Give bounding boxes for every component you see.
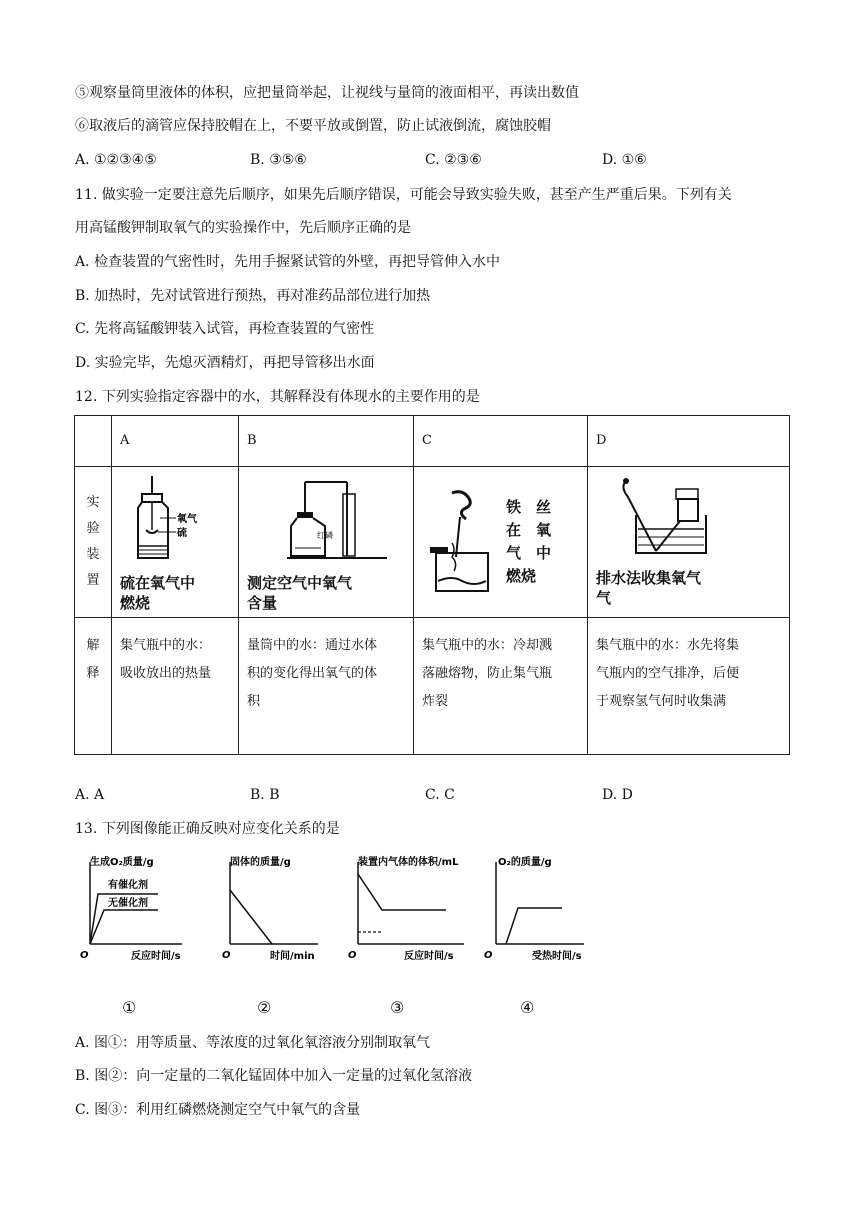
caption-d: 排水法收集氧气 气 — [596, 568, 702, 607]
q12-header-c: C — [414, 416, 588, 467]
q12-apparatus-c — [414, 467, 588, 618]
graph-3-number: ③ — [390, 998, 405, 1017]
q12-header-b: B — [239, 416, 414, 467]
graph-3-xlabel: 反应时间/s — [404, 951, 454, 962]
q12-apparatus-row — [75, 467, 790, 618]
graph-1 — [78, 852, 196, 964]
sulfur-burning-figure — [120, 472, 230, 562]
graph-3-ylabel: 装置内气体的体积/mL — [358, 857, 459, 868]
graph-2 — [222, 852, 328, 964]
q13-stem: 13. 下列图像能正确反映对应变化关系的是 — [75, 821, 340, 837]
q13-option-a: A. 图①：用等质量、等浓度的过氧化氧溶液分别制取氧气 — [75, 1035, 431, 1051]
caption-b: 测定空气中氧气 含量 — [247, 573, 353, 612]
q12-row-label-explanation: 解 释 — [75, 618, 112, 755]
q13-option-b: B. 图②：向一定量的二氧化锰固体中加入一定量的过氧化氢溶液 — [75, 1068, 473, 1084]
label-oxygen: 氧气 — [177, 513, 197, 525]
graph-3 — [348, 852, 472, 964]
q12-corner-cell — [75, 416, 112, 467]
graph-4-origin: O — [484, 950, 493, 961]
q11-stem-line-1: 11. 做实验一定要注意先后顺序，如果先后顺序错误，可能会导致实验失败，甚至产生严重后果。下列有关 — [75, 187, 732, 203]
graph-1-series-1: 有催化剂 — [108, 880, 148, 891]
q10-option-a: A. ①②③④⑤ — [75, 152, 157, 168]
q12-table — [74, 415, 790, 755]
q10-option-b: B. ③⑤⑥ — [250, 152, 307, 168]
q12-option-a: A. A — [75, 787, 105, 803]
iron-wire-burning-figure — [422, 487, 502, 597]
q12-explanation-d: 集气瓶中的水：水先将集 气瓶内的空气排净，后便 于观察氢气何时收集满 — [588, 618, 790, 755]
graph-4 — [484, 852, 590, 964]
q10-item-6: ⑥取液后的滴管应保持胶帽在上，不要平放或倒置，防止试液倒流，腐蚀胶帽 — [75, 118, 551, 134]
q11-option-c: C. 先将高锰酸钾装入试管，再检查装置的气密性 — [75, 321, 375, 337]
q12-explanation-row — [75, 618, 790, 755]
caption-a: 硫在氧气中 燃烧 — [120, 573, 196, 612]
q11-stem-line-2: 用高锰酸钾制取氧气的实验操作中，先后顺序正确的是 — [75, 220, 411, 236]
q12-header-row — [75, 416, 790, 467]
oxygen-content-figure — [247, 472, 397, 562]
graph-2-xlabel: 时间/min — [270, 951, 315, 962]
q12-stem: 12. 下列实验指定容器中的水，其解释没有体现水的主要作用的是 — [75, 389, 480, 405]
q12-apparatus-a — [112, 467, 239, 618]
q11-option-d: D. 实验完毕，先熄灭酒精灯，再把导管移出水面 — [75, 355, 375, 371]
q12-apparatus-b — [239, 467, 414, 618]
graph-4-line — [506, 908, 562, 944]
label-red-phosphorus: 红磷 — [317, 530, 333, 540]
graph-3-origin: O — [348, 950, 357, 961]
q12-option-b: B. B — [250, 787, 280, 803]
q12-explanation-c: 集气瓶中的水：冷却溅 落融熔物，防止集气瓶 炸裂 — [414, 618, 588, 755]
q12-row-label-apparatus: 实 验 装 置 — [75, 467, 112, 618]
graph-1-number: ① — [122, 998, 137, 1017]
graph-2-ylabel: 固体的质量/g — [230, 857, 291, 868]
graph-3-line — [358, 874, 446, 910]
q11-option-a: A. 检查装置的气密性时，先用手握紧试管的外壁，再把导管伸入水中 — [75, 254, 501, 270]
q12-option-c: C. C — [425, 787, 455, 803]
graph-1-series-2: 无催化剂 — [108, 898, 148, 909]
graph-2-number: ② — [257, 998, 272, 1017]
caption-c: 铁 丝 在 氧 气 中 燃烧 — [506, 498, 552, 585]
graph-4-number: ④ — [520, 998, 535, 1017]
q12-apparatus-d — [588, 467, 790, 618]
q12-header-a: A — [112, 416, 239, 467]
graph-1-line-no-catalyst — [90, 910, 158, 944]
graph-1-origin: O — [80, 950, 89, 961]
graph-2-origin: O — [222, 950, 231, 961]
q11-option-b: B. 加热时，先对试管进行预热，再对准药品部位进行加热 — [75, 288, 431, 304]
q12-explanation-a: 集气瓶中的水： 吸收放出的热量 — [112, 618, 239, 755]
graph-1-ylabel: 生成O₂质量/g — [90, 857, 154, 868]
graph-4-xlabel: 受热时间/s — [532, 951, 582, 962]
graph-1-xlabel: 反应时间/s — [131, 951, 181, 962]
graph-2-line — [230, 890, 272, 944]
q10-item-5: ⑤观察量筒里液体的体积，应把量筒举起，让视线与量筒的液面相平，再读出数值 — [75, 85, 579, 101]
q12-explanation-b: 量筒中的水：通过水体 积的变化得出氧气的体 积 — [239, 618, 414, 755]
q12-header-d: D — [588, 416, 790, 467]
water-displacement-figure — [596, 477, 766, 557]
q10-option-d: D. ①⑥ — [602, 152, 647, 168]
q10-option-c: C. ②③⑥ — [425, 152, 482, 168]
q12-option-d: D. D — [602, 787, 633, 803]
graph-4-ylabel: O₂的质量/g — [498, 857, 552, 868]
label-sulfur: 硫 — [177, 527, 187, 539]
q13-option-c: C. 图③：利用红磷燃烧测定空气中氧气的含量 — [75, 1102, 361, 1118]
